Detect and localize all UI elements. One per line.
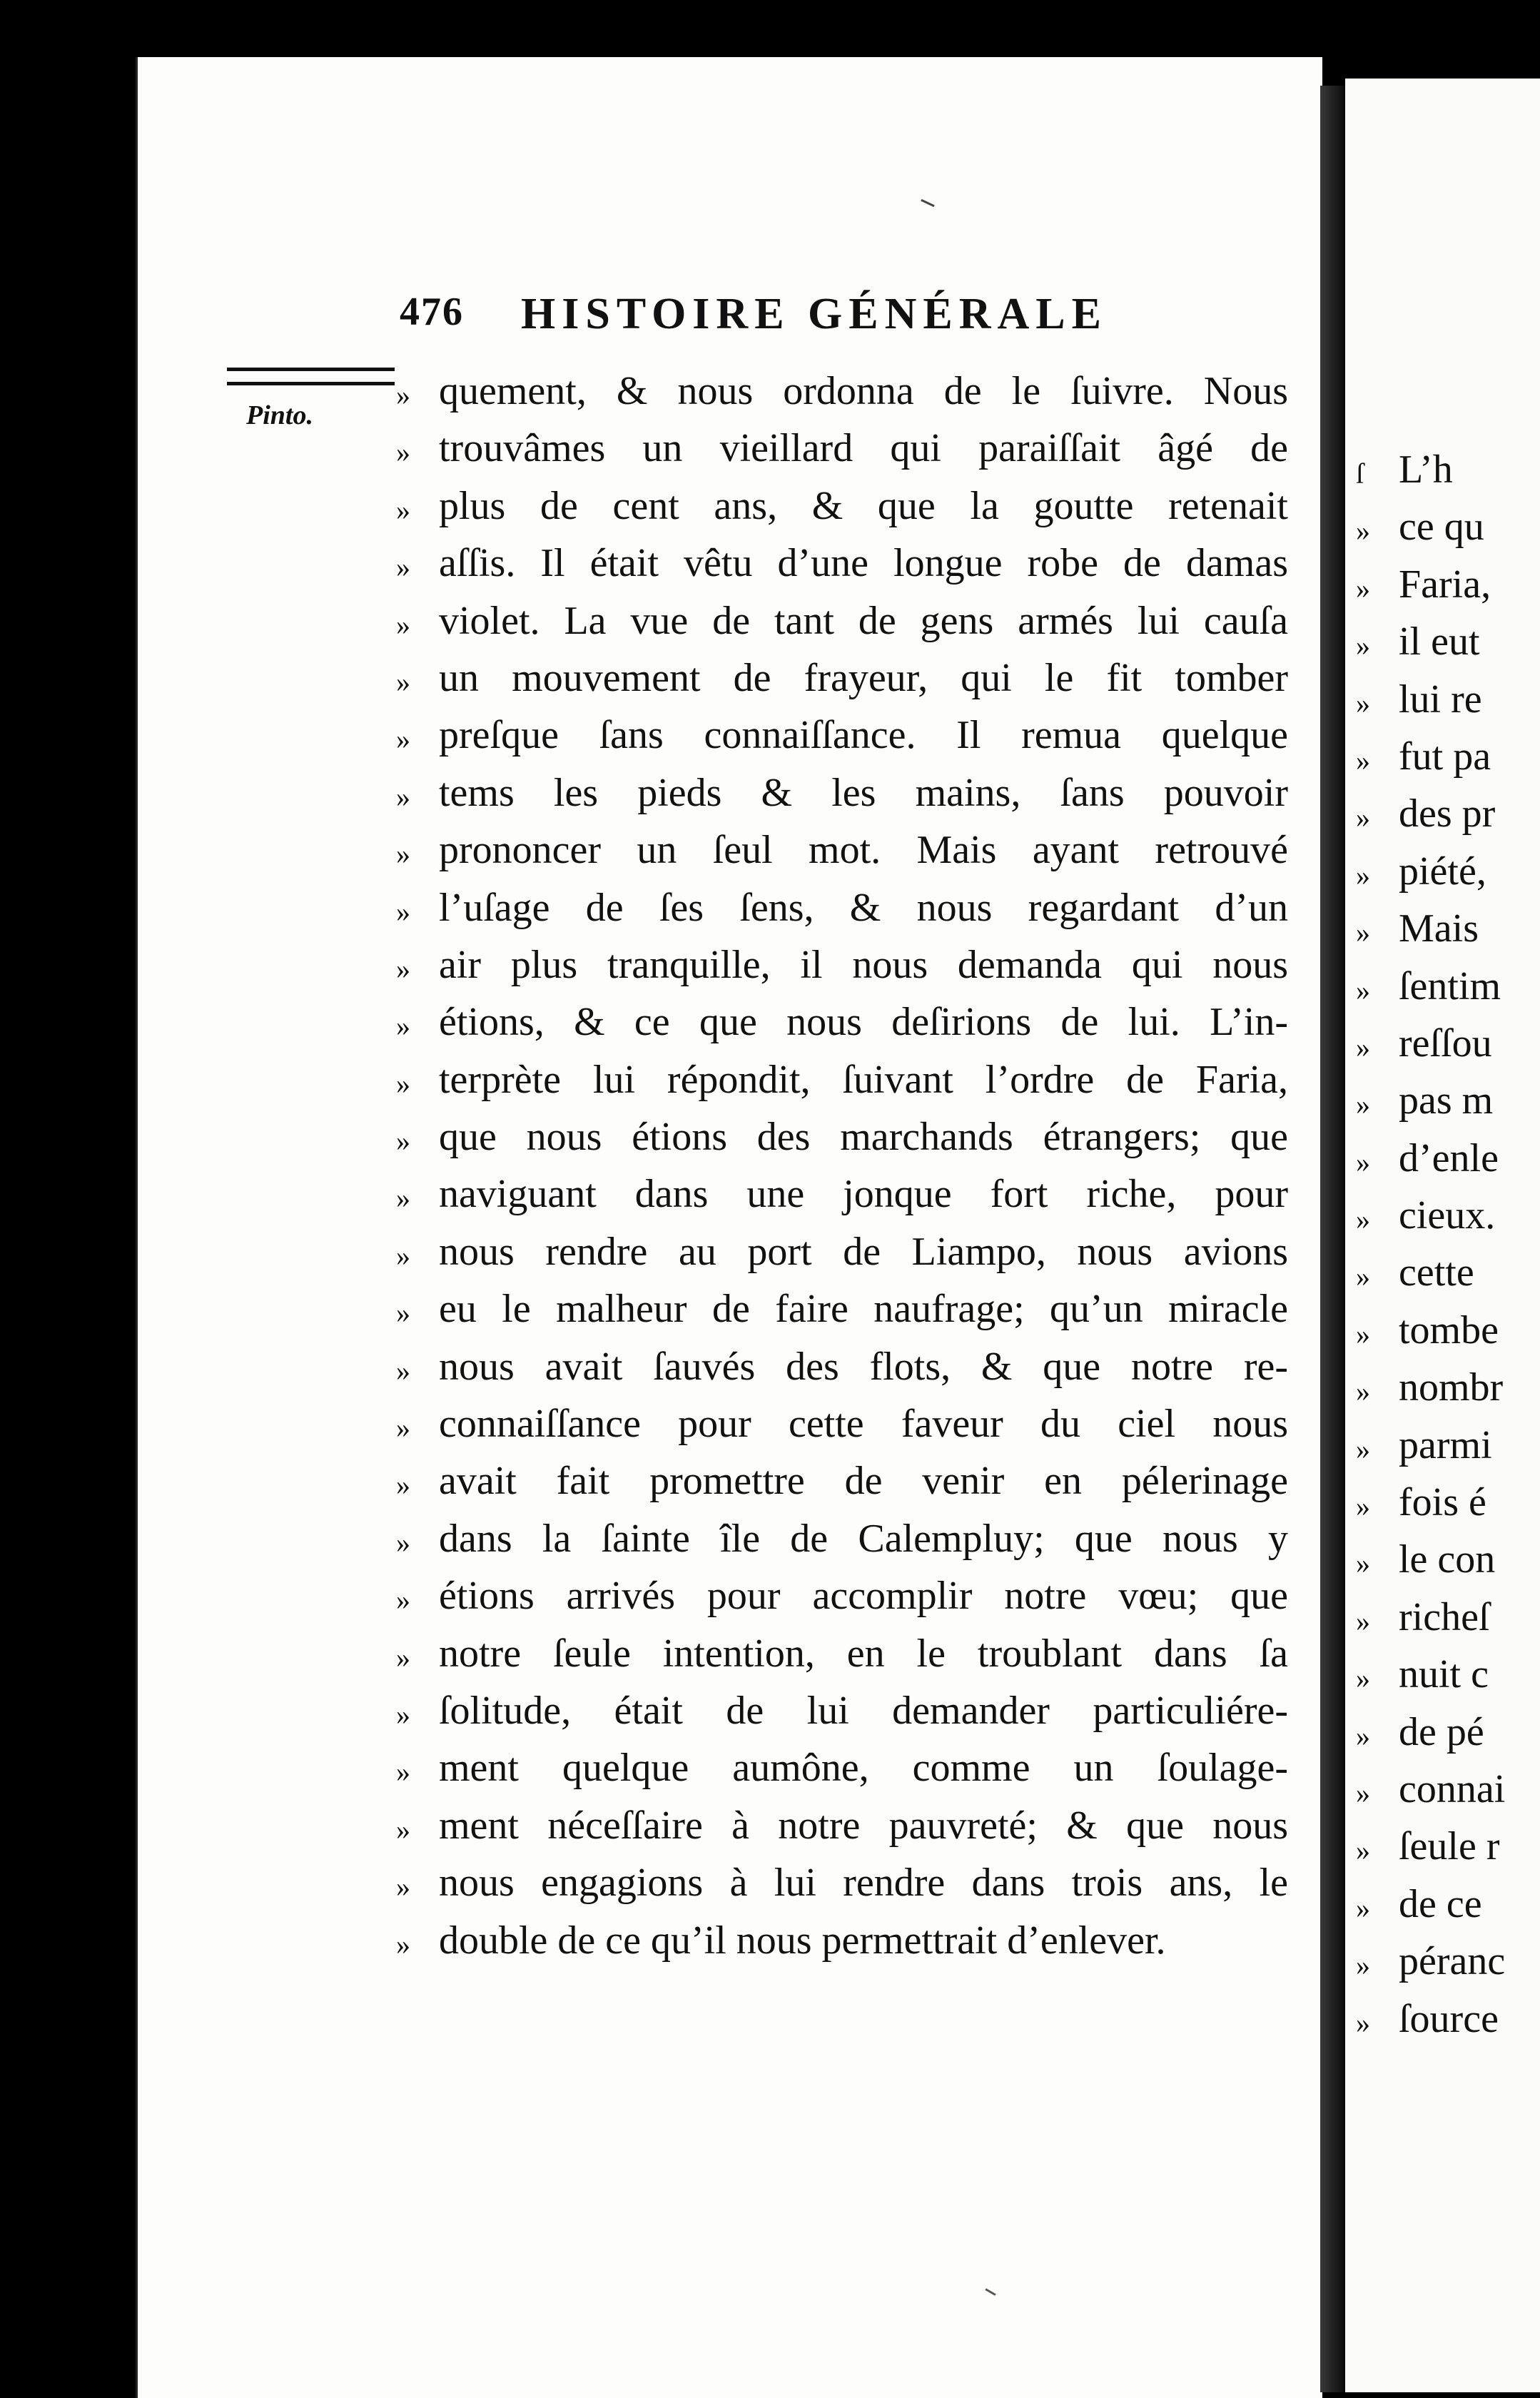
line-text: nous avait ſauvés des flots, & que notre re- xyxy=(439,1344,1288,1389)
line-text: connai xyxy=(1399,1766,1506,1811)
line-text: piété, xyxy=(1399,849,1486,894)
quote-mark: » xyxy=(1356,1662,1370,1695)
facing-text-line xyxy=(1356,1302,1540,1359)
facing-text-line xyxy=(1356,671,1540,728)
text-line xyxy=(396,1452,1288,1509)
text-line xyxy=(396,1625,1288,1682)
quote-mark: » xyxy=(396,1354,410,1387)
running-title: HISTOIRE GÉNÉRALE xyxy=(521,290,1108,338)
line-text: nombr xyxy=(1399,1365,1504,1410)
line-text: trouvâmes un vieillard qui paraiſſait âgé de xyxy=(439,426,1288,471)
facing-text-line xyxy=(1356,1359,1540,1416)
facing-text-line xyxy=(1356,1187,1540,1244)
line-text: cieux. xyxy=(1399,1193,1496,1238)
facing-text-line xyxy=(1356,1933,1540,1990)
quote-mark: » xyxy=(1356,1891,1370,1924)
line-text: terprète lui répondit, ſuivant l’ordre de Faria, xyxy=(439,1057,1288,1102)
quote-mark: » xyxy=(396,895,410,928)
text-line xyxy=(396,1739,1288,1796)
body-text xyxy=(396,363,1288,1969)
line-text: L’h xyxy=(1399,447,1453,492)
quote-mark: » xyxy=(396,1641,410,1674)
facing-text-line xyxy=(1356,728,1540,785)
facing-page-text xyxy=(1356,441,1540,2048)
facing-text-line xyxy=(1356,613,1540,670)
text-line xyxy=(396,1280,1288,1337)
text-line xyxy=(396,1797,1288,1854)
line-text: d’enle xyxy=(1399,1135,1499,1180)
margin-rule xyxy=(227,368,395,385)
quote-mark: » xyxy=(396,1584,410,1617)
facing-text-line xyxy=(1356,785,1540,842)
line-text: lui re xyxy=(1399,677,1482,722)
line-text: de ce xyxy=(1399,1881,1482,1926)
quote-mark: » xyxy=(1356,801,1370,834)
quote-mark: » xyxy=(396,1412,410,1445)
quote-mark: » xyxy=(1356,973,1370,1006)
quote-mark: » xyxy=(396,723,410,756)
page-header xyxy=(400,289,1270,346)
line-text: tems les pieds & les mains, ſans pouvoir xyxy=(439,770,1288,815)
text-line xyxy=(396,1108,1288,1165)
line-text: que nous étions des marchands étrangers; que xyxy=(439,1115,1288,1160)
quote-mark: » xyxy=(1356,1432,1370,1465)
line-text: double de ce qu’il nous permettrait d’enlever. xyxy=(439,1918,1166,1963)
line-text: dans la ſainte île de Calempluy; que nous y xyxy=(439,1516,1288,1561)
quote-mark: » xyxy=(1356,629,1370,662)
line-text: pas m xyxy=(1399,1078,1494,1123)
quote-mark: » xyxy=(1356,1375,1370,1408)
quote-mark: » xyxy=(1356,1949,1370,1982)
text-line xyxy=(396,707,1288,764)
line-text: naviguant dans une jonque fort riche, pour xyxy=(439,1172,1288,1217)
line-text: il eut xyxy=(1399,619,1480,664)
quote-mark: » xyxy=(1356,1203,1370,1236)
facing-text-line xyxy=(1356,1130,1540,1187)
text-line xyxy=(396,363,1288,420)
quote-mark: » xyxy=(396,379,410,411)
line-text: fois é xyxy=(1399,1480,1486,1525)
quote-mark: » xyxy=(1356,1604,1370,1637)
line-text: notre ſeule intention, en le troublant dans ſa xyxy=(439,1631,1288,1676)
line-text: ſentim xyxy=(1399,963,1501,1008)
line-text: nous rendre au port de Liampo, nous avions xyxy=(439,1229,1288,1274)
text-line xyxy=(396,1395,1288,1452)
quote-mark: » xyxy=(1356,1145,1370,1178)
facing-text-line xyxy=(1356,556,1540,613)
text-line xyxy=(396,1338,1288,1395)
book-gutter xyxy=(1320,86,1345,2392)
line-text: cette xyxy=(1399,1250,1474,1295)
line-text: Faria, xyxy=(1399,562,1491,607)
facing-text-line xyxy=(1356,1015,1540,1072)
facing-text-line xyxy=(1356,498,1540,555)
line-text: reſſou xyxy=(1399,1021,1492,1066)
facing-text-line xyxy=(1356,1876,1540,1933)
quote-mark: » xyxy=(396,1871,410,1903)
facing-text-line xyxy=(1356,1761,1540,1818)
line-text: ſeule r xyxy=(1399,1824,1500,1869)
quote-mark: » xyxy=(1356,1776,1370,1809)
text-line xyxy=(396,936,1288,993)
quote-mark: » xyxy=(1356,744,1370,776)
line-text: le con xyxy=(1399,1537,1496,1582)
quote-mark: » xyxy=(396,551,410,584)
line-text: un mouvement de frayeur, qui le fit tomber xyxy=(439,655,1288,700)
text-line xyxy=(396,649,1288,707)
facing-text-line xyxy=(1356,1072,1540,1129)
text-line xyxy=(396,879,1288,936)
line-text: ſolitude, était de lui demander particuliére- xyxy=(439,1688,1288,1733)
line-text: connaiſſance pour cette faveur du ciel nous xyxy=(439,1402,1288,1447)
text-line xyxy=(396,821,1288,879)
text-line xyxy=(396,535,1288,592)
line-text: nous engagions à lui rendre dans trois ans, le xyxy=(439,1861,1288,1906)
line-text: violet. La vue de tant de gens armés lui cauſa xyxy=(439,598,1288,643)
quote-mark: » xyxy=(396,1297,410,1330)
quote-mark: » xyxy=(396,1698,410,1731)
quote-mark: » xyxy=(396,1125,410,1158)
quote-mark: » xyxy=(396,1469,410,1502)
quote-mark: » xyxy=(396,1756,410,1789)
quote-mark: » xyxy=(1356,916,1370,949)
quote-mark: » xyxy=(1356,1088,1370,1121)
quote-mark: » xyxy=(1356,1031,1370,1063)
line-text: parmi xyxy=(1399,1422,1492,1467)
facing-text-line xyxy=(1356,1704,1540,1761)
quote-mark: » xyxy=(396,1010,410,1043)
facing-text-line xyxy=(1356,1244,1540,1301)
quote-mark: » xyxy=(396,838,410,871)
quote-mark: » xyxy=(1356,1260,1370,1293)
quote-mark: » xyxy=(396,1182,410,1215)
line-text: Mais xyxy=(1399,906,1479,951)
line-text: fut pa xyxy=(1399,734,1491,779)
text-line xyxy=(396,477,1288,535)
facing-text-line xyxy=(1356,1417,1540,1474)
line-text: preſque ſans connaiſſance. Il remua quelque xyxy=(439,713,1288,758)
line-text: ment quelque aumône, comme un ſoulage- xyxy=(439,1746,1288,1791)
quote-mark: » xyxy=(1356,1317,1370,1350)
quote-mark: » xyxy=(1356,2006,1370,2039)
quote-mark: » xyxy=(396,1067,410,1100)
quote-mark: » xyxy=(396,436,410,469)
text-line xyxy=(396,1051,1288,1108)
facing-text-line xyxy=(1356,1818,1540,1875)
quote-mark: » xyxy=(396,608,410,641)
facing-text-line xyxy=(1356,1589,1540,1646)
text-line xyxy=(396,1165,1288,1223)
quote-mark: » xyxy=(396,493,410,526)
line-text: ce qu xyxy=(1399,505,1484,550)
line-text: étions arrivés pour accomplir notre vœu; que xyxy=(439,1574,1288,1619)
quote-mark: » xyxy=(396,1813,410,1846)
line-text: quement, & nous ordonna de le ſuivre. Nous xyxy=(439,369,1288,413)
line-text: avait fait promettre de venir en pélerinage xyxy=(439,1459,1288,1504)
quote-mark: » xyxy=(1356,515,1370,547)
facing-text-line xyxy=(1356,1531,1540,1588)
facing-text-line xyxy=(1356,1474,1540,1531)
quote-mark: » xyxy=(1356,1834,1370,1867)
quote-mark: » xyxy=(396,780,410,813)
line-text: prononcer un ſeul mot. Mais ayant retrouvé xyxy=(439,828,1288,873)
line-text: air plus tranquille, il nous demanda qui nous xyxy=(439,942,1288,987)
quote-mark: » xyxy=(396,665,410,698)
line-text: des pr xyxy=(1399,791,1496,836)
page-number: 476 xyxy=(400,290,464,334)
quote-mark: » xyxy=(396,1239,410,1272)
quote-mark: » xyxy=(396,1526,410,1559)
quote-mark: » xyxy=(1356,1719,1370,1752)
line-text: de pé xyxy=(1399,1709,1484,1754)
text-line xyxy=(396,1912,1288,1969)
text-line xyxy=(396,1682,1288,1739)
text-line xyxy=(396,1510,1288,1567)
quote-mark: ſ xyxy=(1356,457,1364,490)
line-text: richeſ xyxy=(1399,1594,1490,1639)
text-line xyxy=(396,592,1288,649)
text-line xyxy=(396,1854,1288,1911)
text-line xyxy=(396,1223,1288,1280)
quote-mark: » xyxy=(1356,859,1370,891)
quote-mark: » xyxy=(1356,1490,1370,1523)
text-line xyxy=(396,420,1288,477)
quote-mark: » xyxy=(396,952,410,985)
line-text: ment néceſſaire à notre pauvreté; & que nous xyxy=(439,1803,1288,1848)
quote-mark: » xyxy=(1356,687,1370,719)
facing-text-line xyxy=(1356,1646,1540,1703)
quote-mark: » xyxy=(1356,572,1370,604)
line-text: l’uſage de ſes ſens, & nous regardant d’un xyxy=(439,885,1288,930)
facing-text-line xyxy=(1356,1990,1540,2048)
facing-text-line xyxy=(1356,900,1540,957)
line-text: plus de cent ans, & que la goutte retenait xyxy=(439,483,1288,528)
text-line xyxy=(396,993,1288,1051)
line-text: péranc xyxy=(1399,1939,1506,1984)
facing-text-line xyxy=(1356,441,1540,498)
margin-note: Pinto. xyxy=(246,400,313,430)
line-text: nuit c xyxy=(1399,1652,1489,1697)
line-text: étions, & ce que nous deſirions de lui. L’in- xyxy=(439,1000,1288,1045)
quote-mark: » xyxy=(396,1928,410,1961)
line-text: ſource xyxy=(1399,1996,1499,2041)
facing-text-line xyxy=(1356,958,1540,1015)
line-text: tombe xyxy=(1399,1307,1499,1352)
facing-page xyxy=(1345,79,1540,2392)
quote-mark: » xyxy=(1356,1547,1370,1580)
facing-text-line xyxy=(1356,843,1540,900)
line-text: aſſis. Il était vêtu d’une longue robe de damas xyxy=(439,541,1288,586)
line-text: eu le malheur de faire naufrage; qu’un miracle xyxy=(439,1287,1288,1332)
text-line xyxy=(396,1567,1288,1624)
text-line xyxy=(396,764,1288,821)
